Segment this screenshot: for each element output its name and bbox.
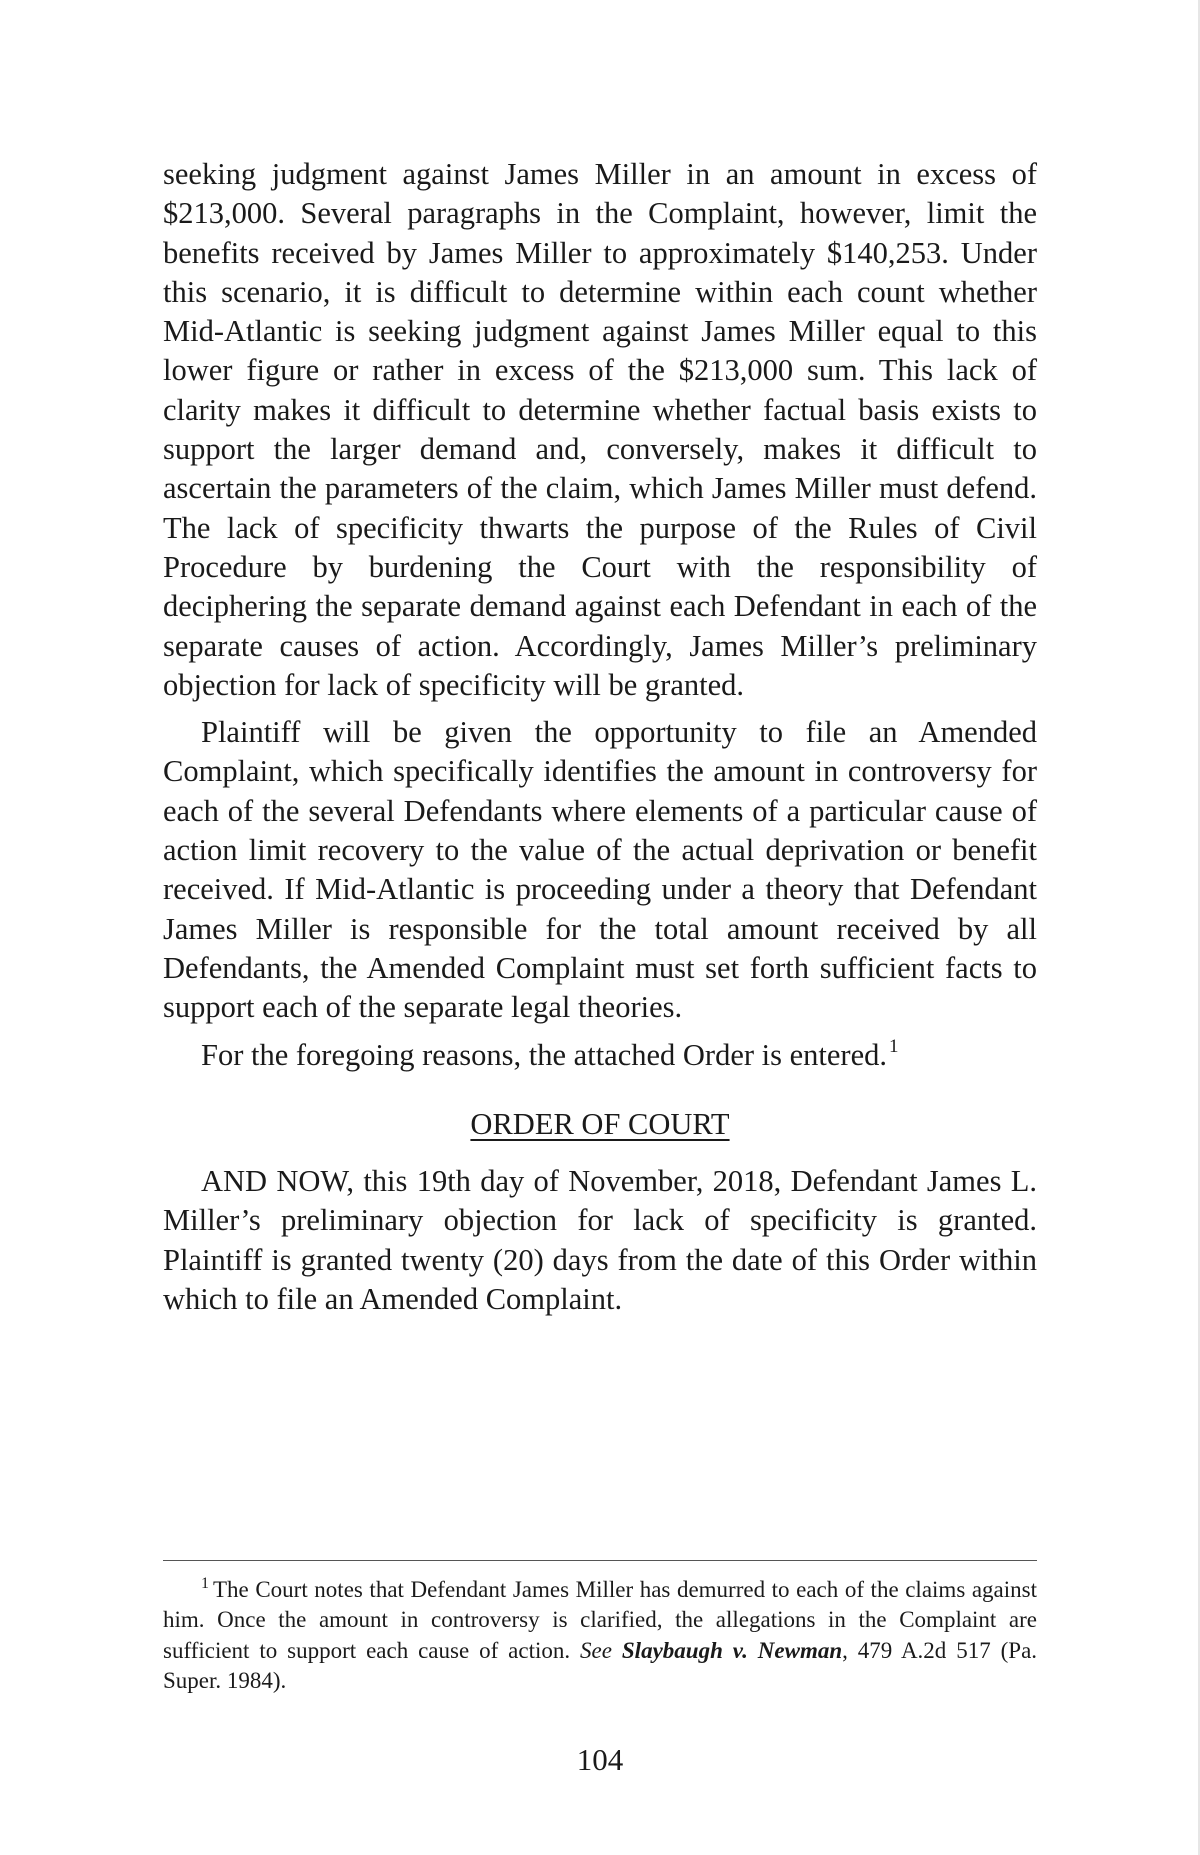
footnote-reference[interactable]: 1 <box>889 1036 899 1058</box>
footnote-divider <box>163 1560 1037 1561</box>
order-heading-text: ORDER OF COURT <box>470 1106 730 1141</box>
order-paragraph: AND NOW, this 19th day of November, 2018, Defendant James L. Miller’s preliminary objection for lack of specificity is granted. Plaintiff is granted twenty (20) days from the date of this Order within which to file an Amended Complaint. <box>163 1164 1037 1317</box>
footnote-text: The Court notes that Defendant James Miller has demurred to each of the claims against him. Once the amount in controversy is clarified, the allegations in the Complaint are sufficient to support each cause of action. <box>163 1577 1037 1663</box>
body-paragraph-3-text: For the foregoing reasons, the attached Order is entered. <box>201 1037 887 1072</box>
body-paragraph-3 <box>163 1036 1037 1075</box>
body-paragraph-1: seeking judgment against James Miller in an amount in excess of $213,000. Several paragraphs in the Complaint, however, limit the benefits received by James Miller to approximately $140,253. Under this scenario, it is difficult to determine within each count whether Mid-Atlantic is seeking judgment against James Miller equal to this lower figure or rather in excess of the $213,000 sum. This lack of clarity makes it difficult to determine whether factual basis exists to support the larger demand and, conversely, makes it difficult to ascertain the parameters of the claim, which James Miller must defend. The lack of specificity thwarts the purpose of the Rules of Civil Procedure by burdening the Court with the responsibility of deciphering the separate demand against each Defendant in each of the separate causes of action. Accordingly, James Miller’s preliminary objection for lack of specificity will be granted. <box>163 157 1037 702</box>
page-number: 104 <box>576 1742 624 1777</box>
body-text <box>163 155 1037 1319</box>
body-paragraph-2: Plaintiff will be given the opportunity to file an Amended Complaint, which specifically identifies the amount in controversy for each of the several Defendants where elements of a particular cause of action limit recovery to the value of the actual deprivation or benefit received. If Mid-Atlantic is proceeding under a theory that Defendant James Miller is responsible for the total amount received by all Defendants, the Amended Complaint must set forth sufficient facts to support each of the separate legal theories. <box>163 715 1037 1025</box>
order-heading <box>163 1105 1037 1144</box>
footnote-case-name: Slaybaugh v. Newman <box>621 1637 843 1663</box>
footnote-number: 1 <box>201 1575 209 1593</box>
footnote <box>163 1575 1037 1697</box>
footnote-signal: See <box>580 1637 612 1663</box>
footnote-citation: , 479 A.2d 517 (Pa. Super. 1984). <box>163 1637 1038 1694</box>
